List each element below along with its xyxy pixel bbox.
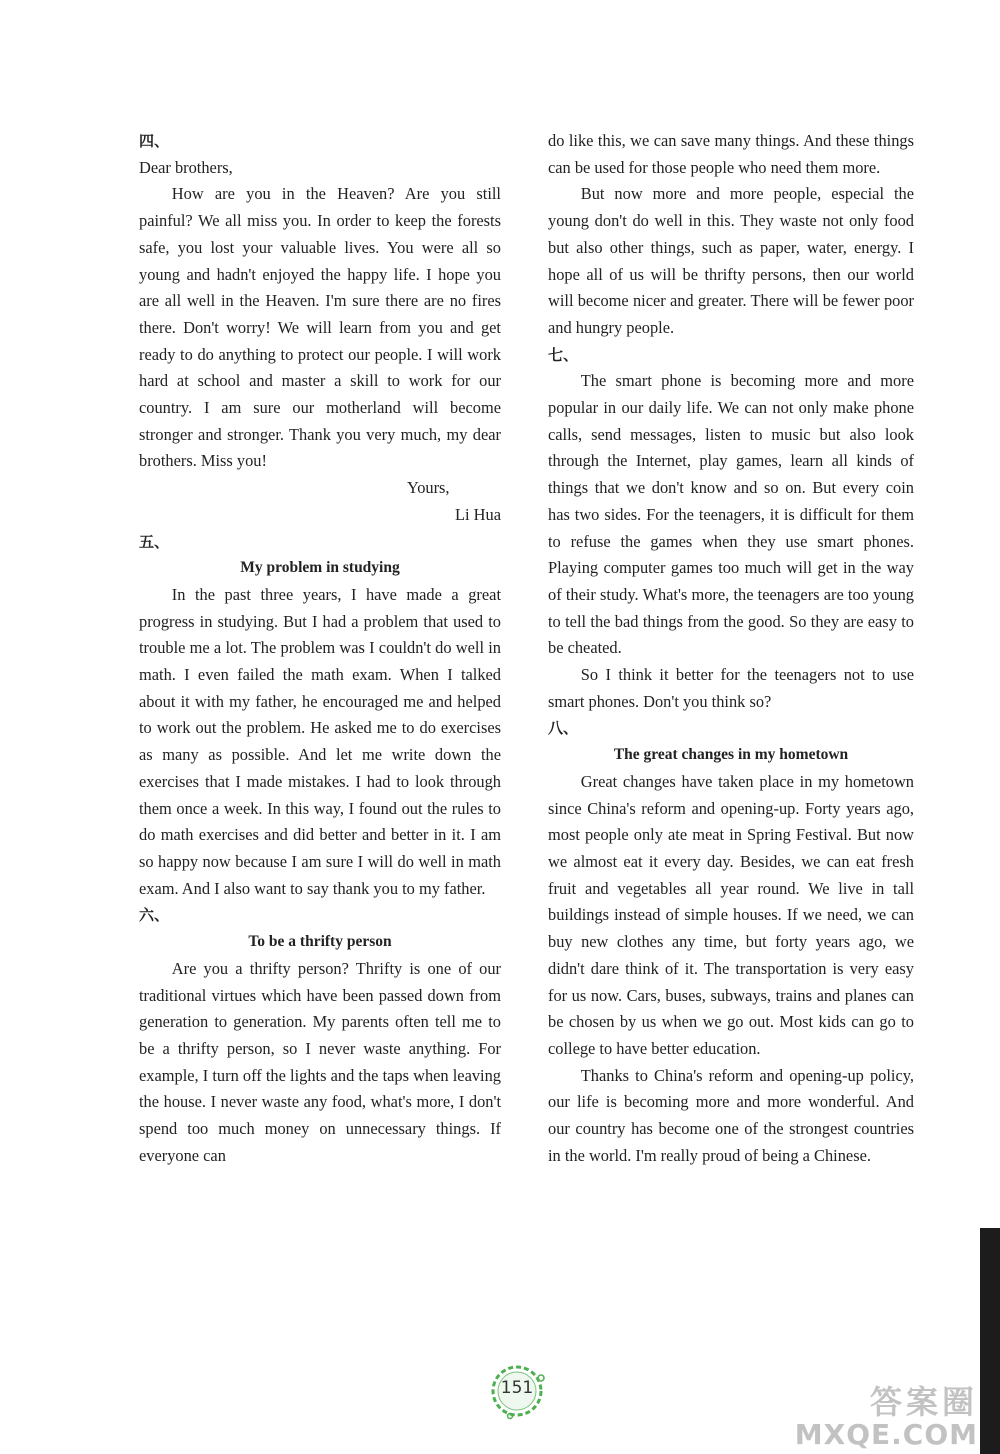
essay-body-6-part2: do like this, we can save many things. And these things can be used for those people who need them more. <box>548 131 914 177</box>
essay-body-7-para1: The smart phone is becoming more and more popular in our daily life. We can not only make phone calls, send messages, listen to music but also look through the Internet, play games, learn all kinds of things that we don't know and so on. But every coin has two sides. For the teenagers, it is difficult for them to refuse the games when they use smart phones. Playing computer games too much will get in the way of their study. What's more, the teenagers are too young to tell the bad things from the good. So they are easy to be cheated. <box>548 371 914 658</box>
essay-title-5: My problem in studying <box>240 559 400 577</box>
essay-body-5: In the past three years, I have made a great progress in studying. But I had a problem that used to trouble me a lot. The problem was I couldn't do well in math. I even failed the math exam. When I talked about it with my father, he encouraged me and helped to work out the problem. He asked me to do exercises as many as possible. And let me write down the exercises that I made mistakes. I had to look through them once a week. In this way, I found out the rules to do math exercises and did better and better in it. I am so happy now because I am sure I will do well in math exam. And I also want to say thank you to my father. <box>139 584 501 898</box>
letter-signature: Li Hua <box>455 504 501 524</box>
essay-body-7-para2: So I think it better for the teenagers not to use smart phones. Don't you think so? <box>548 665 914 711</box>
watermark <box>795 1384 978 1450</box>
right-column <box>548 128 914 1169</box>
page-number: 151 <box>500 1378 534 1398</box>
watermark-domain: MXQE.COM <box>794 1418 978 1451</box>
page-number-badge <box>486 1360 548 1422</box>
letter-salutation: Dear brothers, <box>139 157 233 177</box>
page-edge-tab <box>980 1228 1000 1454</box>
essay-title-6: To be a thrifty person <box>248 933 392 951</box>
essay-title-8: The great changes in my hometown <box>613 746 849 764</box>
left-column <box>139 128 501 1169</box>
letter-body: How are you in the Heaven? Are you still painful? We all miss you. In order to keep the forests safe, you lost your valuable lives. You were all so young and hadn't enjoyed the happy life. I hope you are all well in the Heaven. I'm sure there are no fires there. Don't worry! We will learn from you and get ready to do anything to protect our people. I will work hard at school and master a skill to work for our country. I am sure our motherland will become stronger and stronger. Thank you very much, my dear brothers. Miss you! <box>139 184 501 471</box>
essay-body-8-para1: Great changes have taken place in my hometown since China's reform and opening-up. Forty years ago, most people only ate meat in Spring Festival. But now we almost eat it every day. Besides, we can eat fresh fruit and vegetables all year round. We live in tall buildings instead of simple houses. If we need, we can buy new clothes any time, but forty years ago, we didn't dare think of it. The transportation is very easy for us now. Cars, buses, subways, trains and planes can be chosen by us when we go out. Most kids can go to college to have better education. <box>548 771 914 1058</box>
essay-body-6-part3: But now more and more people, especial the young don't do well in this. They waste not only food but also other things, such as paper, water, energy. I hope all of us will be thrifty persons, then our world will become nicer and greater. There will be fewer poor and hungry people. <box>548 184 914 337</box>
essay-body-8-para2: Thanks to China's reform and opening-up policy, our life is becoming more and more wonderful. And our country has become one of the strongest countries in the world. I'm really proud of being a Chinese. <box>548 1065 914 1165</box>
section-label-7: 七、 <box>548 345 579 364</box>
section-label-8: 八、 <box>548 719 579 738</box>
letter-closing: Yours, <box>407 478 450 498</box>
essay-body-6-part1: Are you a thrifty person? Thrifty is one of our traditional virtues which have been passed down from generation to generation. My parents often tell me to be a thrifty person, so I never waste anything. For example, I turn off the lights and the taps when leaving the house. I never waste any food, what's more, I don't spend too much money on unnecessary things. If everyone can <box>139 958 501 1165</box>
section-label-6: 六、 <box>139 906 170 925</box>
section-label-5: 五、 <box>139 532 170 551</box>
watermark-logo-text: 答案圈 <box>869 1383 978 1421</box>
section-label-4: 四、 <box>139 132 170 150</box>
